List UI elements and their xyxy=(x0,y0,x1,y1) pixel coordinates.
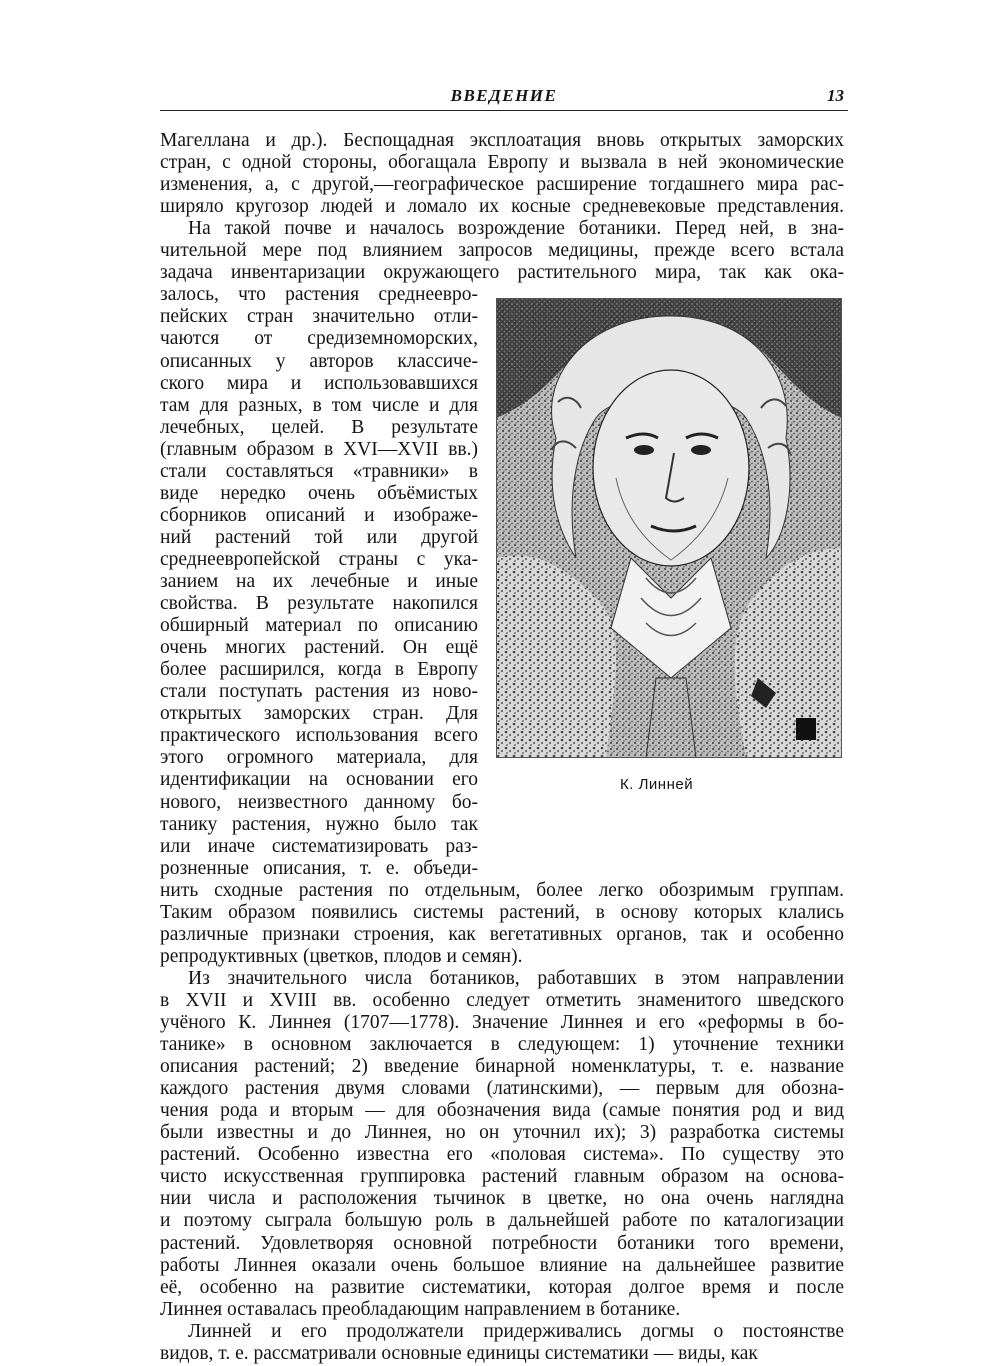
text-line: стали поступать растения из ново- xyxy=(160,681,478,703)
text-line: различные признаки строения, как вегетативных органов, так и особенно xyxy=(160,923,844,945)
text-line: и поэтому сыграла большую роль в дальнейшей работе по каталогизации xyxy=(160,1210,844,1232)
text-line: нового, неизвестного данному бо- xyxy=(160,791,478,813)
text-line: розненные описания, т. е. объеди- xyxy=(160,857,478,879)
text-line: растений. Удовлетворяя основной потребности ботаники того времени, xyxy=(160,1232,844,1254)
text-line: пейских стран значительно отли- xyxy=(160,306,478,328)
text-line: занием на их лечебные и иные xyxy=(160,571,478,592)
text-line: (главным образом в XVI—XVII вв.) xyxy=(160,438,478,460)
text-line: стали составляться «травники» в xyxy=(160,460,478,482)
linnaeus-portrait xyxy=(496,298,842,758)
text-line: изменения, а, с другой,—географическое расширение тогдашнего мира рас- xyxy=(160,174,844,196)
text-line: там для разных, в том числе и для xyxy=(160,394,478,416)
text-line: обширный материал по описанию xyxy=(160,615,478,637)
text-line: виде нередко очень объёмистых xyxy=(160,482,478,504)
text-line: каждого растения двумя словами (латинскими), — первым для обозна- xyxy=(160,1078,844,1100)
text-line: чаются от средиземноморских, xyxy=(160,328,478,350)
text-line: чисто искусственная группировка растений главным образом на основа- xyxy=(160,1166,844,1188)
text-line: репродуктивных (цветков, плодов и семян). xyxy=(160,945,523,967)
text-line: её, особенно на развитие систематики, которая долгое время и после xyxy=(160,1276,844,1298)
text-line: задача инвентаризации окружающего растительного мира, так как ока- xyxy=(160,262,844,284)
text-line: ширяло кругозор людей и ломало их косные средневековые представления. xyxy=(160,196,844,218)
text-line: этого огромного материала, для xyxy=(160,747,478,769)
text-line: нить сходные растения по отдельным, более легко обозримым группам. xyxy=(160,879,844,901)
text-line: стран, с одной стороны, обогащала Европу и вызвала в ней экономические xyxy=(160,152,844,174)
text-line: свойства. В результате накопился xyxy=(160,593,478,615)
figure-caption: К. Линней xyxy=(620,776,694,793)
text-line: среднеевропейской страны с ука- xyxy=(160,548,478,570)
text-line: нии числа и расположения тычинок в цветке, но она очень наглядна xyxy=(160,1188,844,1210)
text-line: Линнея оставалась преобладающим направлением в ботанике. xyxy=(160,1298,681,1320)
text-line: описанных у авторов классиче- xyxy=(160,350,478,372)
page-number: 13 xyxy=(827,86,844,105)
portrait-engraving xyxy=(496,298,842,758)
text-line: в XVII и XVIII вв. особенно следует отметить знаменитого шведского xyxy=(160,989,844,1011)
text-line: учёного К. Линнея (1707—1778). Значение Линнея и его «реформы в бо- xyxy=(160,1012,844,1033)
text-line: описания растений; 2) введение бинарной номенклатуры, т. е. название xyxy=(160,1056,844,1078)
text-line: танику растения, нужно было так xyxy=(160,813,478,835)
text-line: или иначе систематизировать раз- xyxy=(160,835,478,857)
text-line: чительной мере под влиянием запросов медицины, прежде всего встала xyxy=(160,240,844,262)
running-header xyxy=(160,80,848,111)
text-line: Таким образом появились системы растений, в основу которых клались xyxy=(160,901,844,923)
text-line: ний растений той или другой xyxy=(160,526,478,548)
text-line: практического использования всего xyxy=(160,725,478,747)
text-line: растений. Особенно известна его «половая система». По существу это xyxy=(160,1144,844,1166)
text-line: идентификации на основании его xyxy=(160,769,478,791)
text-line: более расширился, когда в Европу xyxy=(160,659,478,681)
chapter-title: ВВЕДЕНИЕ xyxy=(450,86,558,105)
text-line: залось, что растения среднеевро- xyxy=(160,284,478,306)
text-line: Из значительного числа ботаников, работавших в этом направлении xyxy=(188,967,844,989)
text-line: видов, т. е. рассматривали основные единицы систематики — виды, как xyxy=(160,1342,758,1364)
text-line: Магеллана и др.). Беспощадная эксплоатация вновь открытых заморских xyxy=(160,130,844,151)
text-line: чения рода и вторым — для обозначения вида (самые понятия род и вид xyxy=(160,1100,844,1122)
text-line: На такой почве и началось возрождение ботаники. Перед ней, в зна- xyxy=(188,218,844,240)
text-line: ского мира и использовавшихся xyxy=(160,372,478,394)
text-line: были известны и до Линнея, но он уточнил их); 3) разработка системы xyxy=(160,1122,844,1144)
text-line: работы Линнея оказали очень большое влияние на дальнейшее развитие xyxy=(160,1254,844,1276)
text-line: очень многих растений. Он ещё xyxy=(160,637,478,659)
text-line: танике» в основном заключается в следующем: 1) уточнение техники xyxy=(160,1034,844,1056)
text-line: открытых заморских стран. Для xyxy=(160,703,478,725)
text-line: сборников описаний и изображе- xyxy=(160,504,478,526)
text-line: лечебных, целей. В результате xyxy=(160,416,478,438)
text-line: Линней и его продолжатели придерживались догмы о постоянстве xyxy=(188,1320,844,1342)
